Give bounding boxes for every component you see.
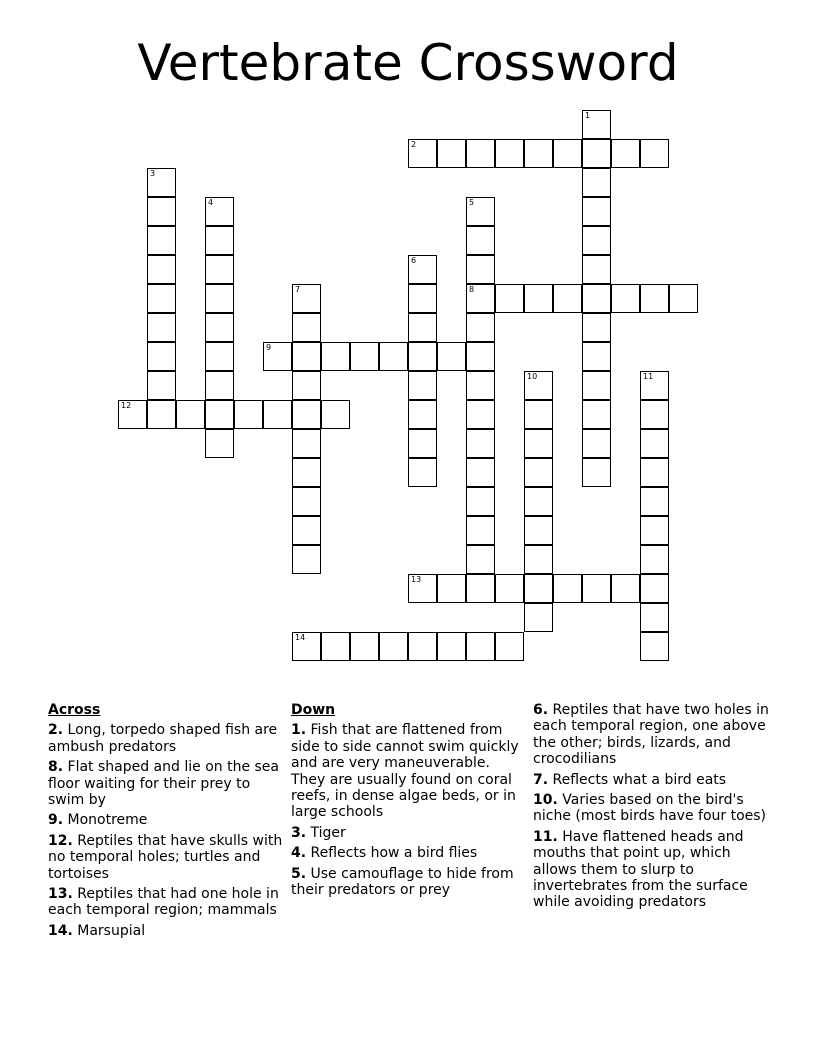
clue-across-8: 8. Flat shaped and lie on the sea floor waiting for their prey to swim by — [48, 759, 279, 809]
clue-number: 7 — [295, 285, 301, 294]
grid-cell[interactable] — [582, 313, 611, 342]
clue-column-1 — [48, 702, 284, 943]
grid-cell[interactable] — [408, 342, 437, 371]
grid-cell[interactable] — [582, 284, 611, 313]
grid-cell[interactable] — [524, 284, 553, 313]
grid-cell[interactable] — [292, 516, 321, 545]
grid-cell[interactable] — [582, 110, 611, 139]
grid-cell[interactable] — [640, 487, 669, 516]
clue-number: 8 — [469, 285, 475, 294]
down-heading: Down — [291, 702, 336, 718]
grid-cell[interactable] — [582, 342, 611, 371]
grid-cell[interactable] — [292, 487, 321, 516]
grid-cell[interactable] — [640, 458, 669, 487]
grid-cell[interactable] — [350, 342, 379, 371]
grid-cell[interactable] — [524, 545, 553, 574]
grid-cell[interactable] — [205, 255, 234, 284]
grid-cell[interactable] — [147, 255, 176, 284]
grid-cell[interactable] — [292, 313, 321, 342]
clue-number: 9 — [266, 343, 272, 352]
grid-cell[interactable] — [408, 371, 437, 400]
grid-cell[interactable] — [640, 632, 669, 661]
grid-cell[interactable] — [292, 284, 321, 313]
grid-cell[interactable] — [640, 284, 669, 313]
grid-cell[interactable] — [466, 313, 495, 342]
grid-cell[interactable] — [147, 313, 176, 342]
grid-cell[interactable] — [553, 574, 582, 603]
clue-number: 10 — [527, 372, 538, 381]
grid-cell[interactable] — [408, 255, 437, 284]
clue-down-4: 4. Reflects how a bird flies — [291, 845, 478, 862]
grid-cell[interactable] — [205, 313, 234, 342]
clue-down-1: 1. Fish that are flattened from side to side cannot swim quickly and are very maneuverable. They are usually found on coral reefs, in dense algae beds, or in large schools — [291, 722, 519, 821]
grid-cell[interactable] — [640, 371, 669, 400]
grid-cell[interactable] — [582, 255, 611, 284]
grid-cell[interactable] — [205, 226, 234, 255]
grid-cell[interactable] — [582, 168, 611, 197]
grid-cell[interactable] — [466, 226, 495, 255]
grid-cell[interactable] — [147, 168, 176, 197]
grid-cell[interactable] — [466, 284, 495, 313]
grid-cell[interactable] — [205, 371, 234, 400]
grid-cell[interactable] — [205, 284, 234, 313]
clue-number: 13 — [411, 575, 422, 584]
grid-cell[interactable] — [147, 284, 176, 313]
grid-cell[interactable] — [234, 400, 263, 429]
grid-cell[interactable] — [582, 458, 611, 487]
grid-cell[interactable] — [553, 284, 582, 313]
grid-cell[interactable] — [263, 400, 292, 429]
clue-number: 4 — [208, 198, 214, 207]
grid-cell[interactable] — [408, 458, 437, 487]
grid-cell[interactable] — [466, 632, 495, 661]
grid-cell[interactable] — [495, 284, 524, 313]
clue-column-2 — [291, 702, 527, 902]
grid-cell[interactable] — [582, 574, 611, 603]
grid-cell[interactable] — [408, 574, 437, 603]
grid-cell[interactable] — [582, 429, 611, 458]
grid-cell[interactable] — [321, 632, 350, 661]
grid-cell[interactable] — [292, 632, 321, 661]
clue-across-2: 2. Long, torpedo shaped fish are ambush predators — [48, 722, 278, 755]
grid-cell[interactable] — [611, 574, 640, 603]
grid-cell[interactable] — [437, 632, 466, 661]
grid-cell[interactable] — [466, 574, 495, 603]
clue-across-14: 14. Marsupial — [48, 922, 146, 939]
grid-cell[interactable] — [495, 574, 524, 603]
clue-number: 3 — [150, 169, 156, 178]
grid-cell[interactable] — [321, 400, 350, 429]
grid-cell[interactable] — [205, 429, 234, 458]
grid-cell[interactable] — [524, 487, 553, 516]
clue-down-7: 7. Reflects what a bird eats — [533, 771, 727, 788]
clue-number: 11 — [643, 372, 654, 381]
grid-cell[interactable] — [408, 632, 437, 661]
clue-down-10: 10. Varies based on the bird's niche (most birds have four toes) — [533, 792, 767, 825]
grid-cell[interactable] — [408, 429, 437, 458]
clue-number: 2 — [411, 140, 417, 149]
grid-cell[interactable] — [524, 429, 553, 458]
grid-cell[interactable] — [640, 603, 669, 632]
grid-cell[interactable] — [524, 371, 553, 400]
grid-cell[interactable] — [582, 226, 611, 255]
grid-cell[interactable] — [350, 632, 379, 661]
grid-cell[interactable] — [466, 371, 495, 400]
grid-cell[interactable] — [466, 400, 495, 429]
clue-down-6: 6. Reptiles that have two holes in each temporal region, one above the other; birds, lizards, and crocodilians — [533, 702, 769, 768]
page-title: Vertebrate Crossword — [137, 34, 679, 92]
grid-cell[interactable] — [640, 516, 669, 545]
grid-cell[interactable] — [408, 313, 437, 342]
grid-cell[interactable] — [582, 400, 611, 429]
grid-cell[interactable] — [524, 458, 553, 487]
grid-cell[interactable] — [147, 371, 176, 400]
grid-cell[interactable] — [524, 516, 553, 545]
grid-cell[interactable] — [176, 400, 205, 429]
clue-across-12: 12. Reptiles that have skulls with no temporal holes; turtles and tortoises — [48, 832, 283, 882]
clue-number: 14 — [295, 633, 306, 642]
grid-cell[interactable] — [379, 632, 408, 661]
grid-cell[interactable] — [524, 603, 553, 632]
clue-column-3 — [533, 702, 769, 915]
grid-cell[interactable] — [466, 197, 495, 226]
grid-cell[interactable] — [582, 197, 611, 226]
grid-cell[interactable] — [640, 429, 669, 458]
grid-cell[interactable] — [437, 342, 466, 371]
clue-number: 1 — [585, 111, 591, 120]
grid-cell[interactable] — [466, 342, 495, 371]
grid-cell[interactable] — [292, 400, 321, 429]
grid-cell[interactable] — [466, 255, 495, 284]
grid-cell[interactable] — [582, 139, 611, 168]
grid-cell[interactable] — [147, 226, 176, 255]
grid-cell[interactable] — [292, 429, 321, 458]
grid-cell[interactable] — [408, 284, 437, 313]
grid-cell[interactable] — [263, 342, 292, 371]
grid-cell[interactable] — [118, 400, 147, 429]
grid-cell[interactable] — [379, 342, 408, 371]
grid-cell[interactable] — [524, 139, 553, 168]
grid-cell[interactable] — [466, 516, 495, 545]
clue-number: 12 — [121, 401, 132, 410]
grid-cell[interactable] — [582, 371, 611, 400]
grid-cell[interactable] — [466, 545, 495, 574]
grid-cell[interactable] — [437, 139, 466, 168]
grid-cell[interactable] — [466, 458, 495, 487]
grid-cell[interactable] — [147, 197, 176, 226]
clue-number: 5 — [469, 198, 475, 207]
grid-cell[interactable] — [147, 400, 176, 429]
grid-cell[interactable] — [553, 139, 582, 168]
grid-cell[interactable] — [205, 197, 234, 226]
grid-cell[interactable] — [669, 284, 698, 313]
grid-cell[interactable] — [292, 545, 321, 574]
grid-cell[interactable] — [321, 342, 350, 371]
grid-cell[interactable] — [495, 632, 524, 661]
grid-cell[interactable] — [466, 429, 495, 458]
grid-cell[interactable] — [408, 400, 437, 429]
grid-cell[interactable] — [640, 574, 669, 603]
grid-cell[interactable] — [292, 371, 321, 400]
clue-down-5: 5. Use camouflage to hide from their predators or prey — [291, 865, 514, 899]
grid-cell[interactable] — [437, 574, 466, 603]
grid-cell[interactable] — [408, 139, 437, 168]
grid-cell[interactable] — [292, 458, 321, 487]
grid-cell[interactable] — [611, 139, 640, 168]
grid-cell[interactable] — [495, 139, 524, 168]
clue-number: 6 — [411, 256, 417, 265]
grid-cell[interactable] — [524, 400, 553, 429]
clue-across-9: 9. Monotreme — [48, 812, 148, 829]
grid-cell[interactable] — [640, 139, 669, 168]
grid-cell[interactable] — [205, 342, 234, 371]
grid-cell[interactable] — [524, 574, 553, 603]
grid-cell[interactable] — [466, 487, 495, 516]
grid-cell[interactable] — [466, 139, 495, 168]
clue-across-13: 13. Reptiles that had one hole in each temporal region; mammals — [48, 886, 279, 919]
clue-down-11: 11. Have flattened heads and mouths that point up, which allows them to slurp to invertebrates from the surface while avoiding predators — [533, 828, 748, 911]
grid-cell[interactable] — [640, 400, 669, 429]
grid-cell[interactable] — [147, 342, 176, 371]
grid-cell[interactable] — [205, 400, 234, 429]
grid-cell[interactable] — [611, 284, 640, 313]
across-heading: Across — [48, 702, 101, 718]
clue-down-3: 3. Tiger — [291, 824, 346, 841]
grid-cell[interactable] — [640, 545, 669, 574]
grid-cell[interactable] — [292, 342, 321, 371]
